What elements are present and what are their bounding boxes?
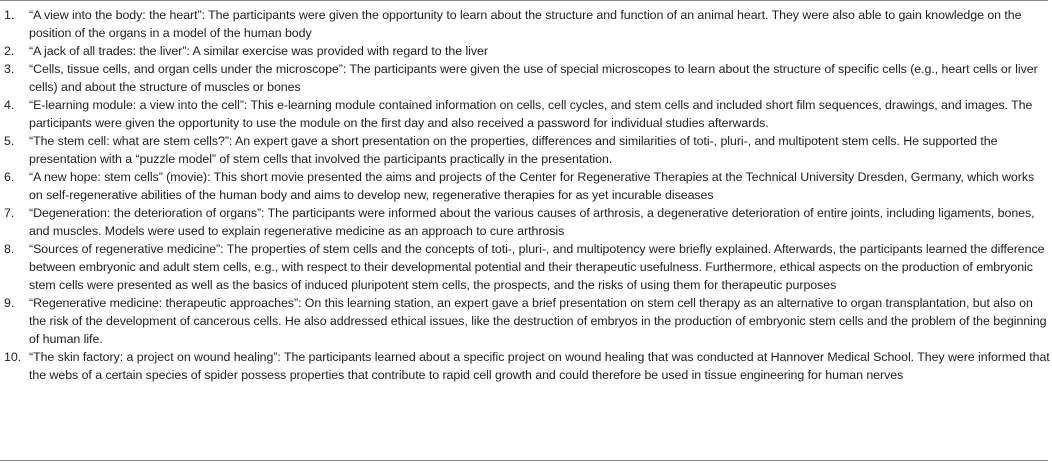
item-number: 3.: [4, 62, 15, 76]
item-text: “Cells, tissue cells, and organ cells under the microscope”: The participants were given the use of special microscopes to learn about the structure of specific cells (e.g., heart cells or liver cells) and about the structure of muscles or bones: [29, 62, 1038, 94]
list-item-2: [0, 42, 1052, 60]
list-item-6: [0, 168, 1052, 204]
list-item-1: [0, 6, 1052, 42]
item-number: 2.: [4, 44, 15, 58]
top-rule: [0, 0, 1048, 1]
item-text: “Sources of regenerative medicine”: The properties of stem cells and the concepts of toti-, pluri-, and multipotency were briefly explained. Afterwards, the participants learned the difference between embryonic and adult stem cells, e.g., with respect to their developmental potential and their therapeutic usefulness. Furthermore, ethical aspects on the production of embryonic stem cells were presented as well as the basics of induced pluripotent stem cells, the prospects, and the risks of using them for therapeutic purposes: [29, 242, 1045, 292]
item-number: 9.: [4, 296, 15, 310]
list-item-5: [0, 132, 1052, 168]
item-number: 10.: [4, 350, 22, 364]
bottom-rule: [0, 460, 1048, 461]
item-number: 4.: [4, 98, 15, 112]
item-text: “Regenerative medicine: therapeutic approaches”: On this learning station, an expert gave a brief presentation on stem cell therapy as an alternative to organ transplantation, but also on the risk of the development of cancerous cells. He also addressed ethical issues, like the destruction of embryos in the production of embryonic stem cells and the problem of the beginning of human life.: [29, 296, 1047, 346]
item-text: “The stem cell: what are stem cells?”: An expert gave a short presentation on the properties, differences and similarities of toti-, pluri-, and multipotent stem cells. He supported the presentation with a “puzzle model” of stem cells that involved the participants practically in the presentation.: [29, 134, 998, 166]
learning-stations-list: [0, 6, 1052, 384]
list-item-7: [0, 204, 1052, 240]
list-item-3: [0, 60, 1052, 96]
list-item-4: [0, 96, 1052, 132]
item-number: 8.: [4, 242, 15, 256]
item-number: 1.: [4, 8, 15, 22]
item-number: 5.: [4, 134, 15, 148]
item-text: “A jack of all trades: the liver”: A similar exercise was provided with regard to the liver: [29, 44, 488, 58]
item-number: 6.: [4, 170, 15, 184]
item-number: 7.: [4, 206, 15, 220]
list-item-10: [0, 348, 1052, 384]
item-text: “Degeneration: the deterioration of organs”: The participants were informed about the various causes of arthrosis, a degenerative deterioration of entire joints, including ligaments, bones, and muscles. Models were used to explain regenerative medicine as an approach to cure arthrosis: [29, 206, 1035, 238]
item-text: “A view into the body: the heart”: The participants were given the opportunity to learn about the structure and function of an animal heart. They were also able to gain knowledge on the position of the organs in a model of the human body: [29, 8, 1022, 40]
item-text: “E-learning module: a view into the cell”: This e-learning module contained information on cells, cell cycles, and stem cells and included short film sequences, drawings, and images. The participants were given the opportunity to use the module on the first day and also received a password for individual studies afterwards.: [29, 98, 1033, 130]
list-item-8: [0, 240, 1052, 294]
list-item-9: [0, 294, 1052, 348]
item-text: “A new hope: stem cells” (movie): This short movie presented the aims and projects of the Center for Regenerative Therapies at the Technical University Dresden, Germany, which works on self-regenerative abilities of the human body and aims to develop new, regenerative therapies for as yet incurable diseases: [29, 170, 1035, 202]
item-text: “The skin factory: a project on wound healing”: The participants learned about a specific project on wound healing that was conducted at Hannover Medical School. They were informed that the webs of a certain species of spider possess properties that contribute to rapid cell growth and could therefore be used in tissue engineering for human nerves: [29, 350, 1050, 382]
